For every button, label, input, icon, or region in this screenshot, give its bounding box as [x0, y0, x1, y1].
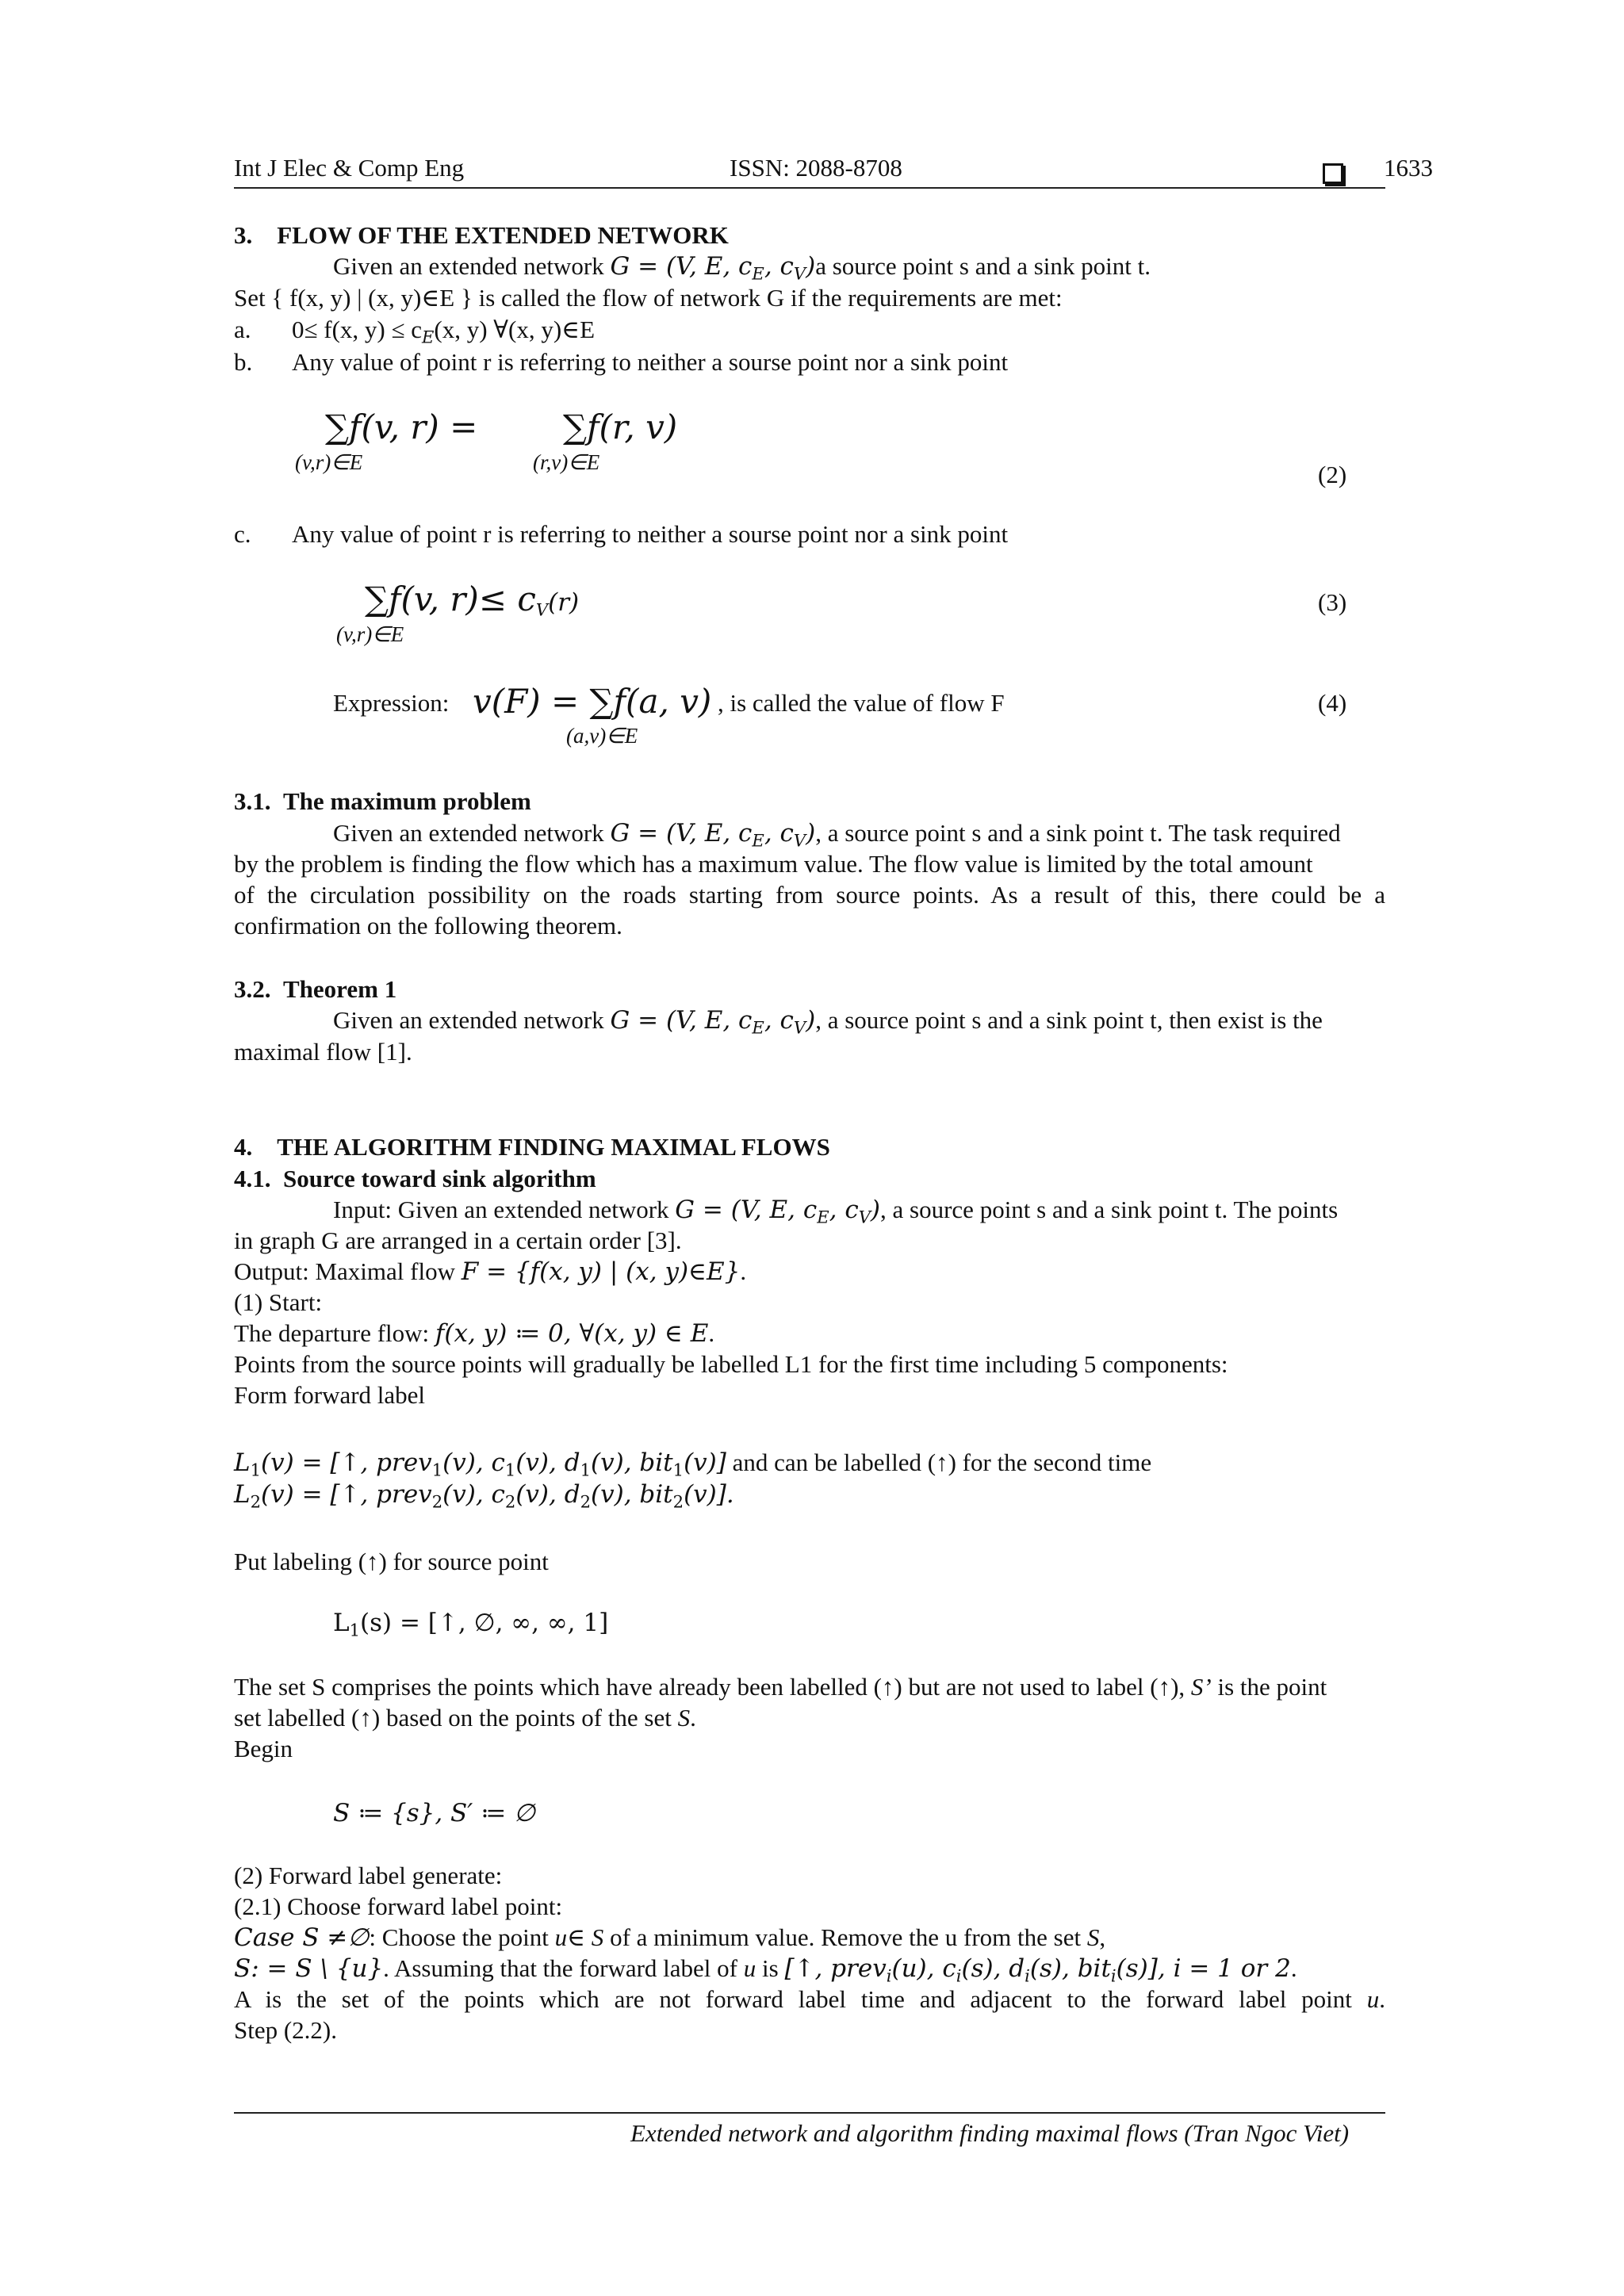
eq4-text: , is called the value of flow F	[718, 689, 1005, 717]
item-c: Any value of point r is referring to neither a sourse point nor a sink point	[292, 520, 1009, 548]
eq2-right-sub: (r,v)∈E	[533, 450, 600, 474]
s-minus-line: S: = S \ {u}. Assuming that the forward label of u is [↑, prev$_i$(u), $c_i(s)$, $d_i(s)$, bit$_i$(s)], i = 1 or 2.	[234, 1954, 1297, 1986]
eq4-math: v(F) = ∑f(a, v)	[473, 682, 712, 721]
eq2-left-sub: (v,r)∈E	[295, 450, 363, 474]
section-4-title: 4. THE ALGORITHM FINDING MAXIMAL FLOWS	[234, 1133, 830, 1161]
item-a: 0≤ f(x, $y) \le c_E(x$, y) ∀(x, y)∈E	[292, 316, 596, 347]
case-line: Case S ≠∅: Choose the point u∈ S of a minimum value. Remove the u from the set S,	[234, 1923, 1106, 1952]
square-bullet-icon	[1323, 159, 1343, 184]
issn: ISSN: 2088-8708	[730, 154, 902, 182]
subsection-3-2-title: 3.2. Theorem 1	[234, 975, 397, 1003]
header-rule	[234, 187, 1385, 189]
put-labeling: Put labeling (↑) for source point	[234, 1548, 549, 1575]
eq3-number: (3)	[1318, 588, 1347, 616]
sub31-line3: of the circulation possibility on the roads starting from source points. As a result of this, there could be a	[234, 881, 1385, 909]
expression-label: Expression:	[333, 689, 450, 717]
sub32-line1: Given an extended network G = (V, E, $c_E$, $c_V$), a source point s and a sink point t, then exist is the	[333, 1006, 1323, 1038]
output-line: Output: Maximal flow F = {f(x, y) | (x, y)∈E}.	[234, 1257, 747, 1286]
sub32-line2: maximal flow [1].	[234, 1038, 412, 1066]
eq2-right: ∑f(r, v)	[563, 408, 678, 446]
eq3: ∑f(v, $r)\le c_V(r)$	[365, 580, 580, 620]
step-2-2: Step (2.2).	[234, 2016, 338, 2044]
L1-definition: $L_1(v)$ = [↑, prev$_1$(v), $c_1(v)$, $d_1(v)$, bit$_1$(v)] and can be labelled (↑) for the second time	[234, 1448, 1152, 1480]
section-3-title: 3. FLOW OF THE EXTENDED NETWORK	[234, 221, 729, 249]
set-s-line1: The set S comprises the points which have already been labelled (↑) but are not used to label (↑), S’ is the point	[234, 1673, 1327, 1701]
eq4-number: (4)	[1318, 689, 1347, 717]
item-b: Any value of point r is referring to neither a sourse point nor a sink point	[292, 348, 1009, 376]
points-line: Points from the source points will gradually be labelled L1 for the first time including 5 components:	[234, 1350, 1228, 1378]
footer-text: Extended network and algorithm finding maximal flows (Tran Ngoc Viet)	[630, 2119, 1350, 2147]
sub31-line4: confirmation on the following theorem.	[234, 912, 622, 939]
page-number: 1633	[1384, 154, 1433, 182]
item-a-label: a.	[234, 316, 251, 343]
footer-rule	[234, 2112, 1385, 2114]
choose-forward-label: (2.1) Choose forward label point:	[234, 1892, 563, 1920]
departure-flow: The departure flow: f(x, y) ≔ 0, ∀(x, y) ∈ E.	[234, 1319, 715, 1348]
subsection-4-1-title: 4.1. Source toward sink algorithm	[234, 1165, 596, 1192]
item-b-label: b.	[234, 348, 253, 376]
eq2-left: ∑f(v, r) =	[325, 408, 478, 446]
item-c-label: c.	[234, 520, 251, 548]
input-line1: Input: Given an extended network G = (V, E, $c_E$, $c_V$), a source point s and a sink point t. The points	[333, 1196, 1339, 1227]
eq4-sub: (a,v)∈E	[566, 724, 638, 748]
eq3-sub: (v,r)∈E	[336, 622, 404, 646]
subsection-3-1-title: 3.1. The maximum problem	[234, 787, 531, 815]
s-assignment: S ≔ {s}, S′ ≔ ∅	[333, 1799, 536, 1827]
begin: Begin	[234, 1735, 293, 1762]
a-set-line: A is the set of the points which are not forward label time and adjacent to the forward label point u.	[234, 1985, 1385, 2013]
section-3-intro: Given an extended network G = (V, E, $c_E$, $c_V)a$ source point s and a sink point t.	[333, 252, 1151, 284]
set-s-line2: set labelled (↑) based on the points of the set S.	[234, 1704, 696, 1732]
sub31-line1: Given an extended network G = (V, E, $c_E$, $c_V$), a source point s and a sink point t. The task required	[333, 819, 1341, 851]
L1s-definition: $L_1(s)$ = [↑, ∅, ∞, ∞, 1]	[333, 1609, 609, 1640]
eq2-number: (2)	[1318, 461, 1347, 488]
L2-definition: $L_2(v)$ = [↑, prev$_2$(v), $c_2(v)$, $d_2(v)$, bit$_2$(v)].	[234, 1480, 734, 1512]
journal-name: Int J Elec & Comp Eng	[234, 154, 465, 182]
input-line2: in graph G are arranged in a certain order [3].	[234, 1226, 682, 1254]
start-label: (1) Start:	[234, 1288, 323, 1316]
sub31-line2: by the problem is finding the flow which has a maximum value. The flow value is limited by the total amount	[234, 850, 1313, 878]
forward-label-generate: (2) Forward label generate:	[234, 1862, 503, 1889]
set-definition: Set { f(x, y) | (x, y)∈E } is called the flow of network G if the requirements are met:	[234, 284, 1063, 312]
form-forward-label: Form forward label	[234, 1381, 426, 1409]
